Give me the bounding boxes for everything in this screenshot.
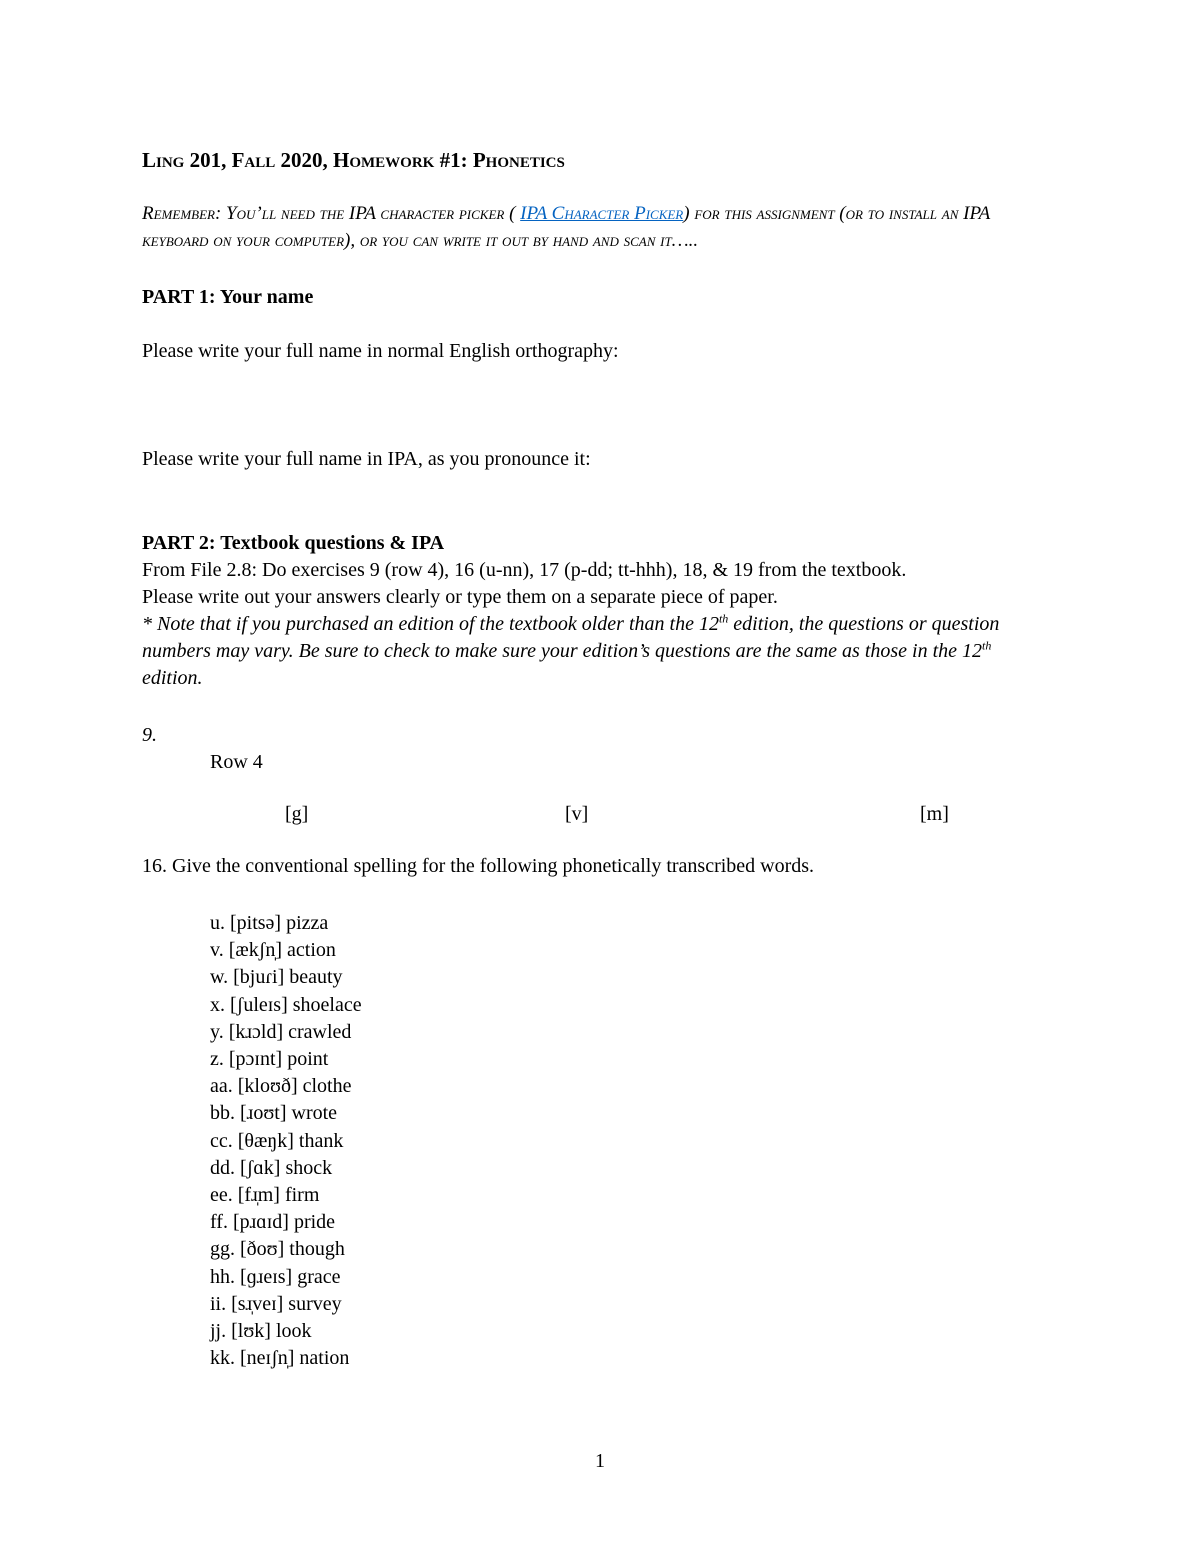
word-item-v: v. [ækʃn̩] action — [210, 939, 336, 962]
word-item-aa: aa. [kloʊð] clothe — [210, 1075, 352, 1098]
part1-heading: PART 1: Your name — [142, 286, 314, 308]
remember-text-pre: Remember: You’ll need the IPA character picker ( — [142, 203, 521, 224]
word-item-kk: kk. [neɪʃn̩] nation — [210, 1347, 350, 1370]
word-item-hh: hh. [ɡɹeɪs] grace — [210, 1265, 341, 1288]
remember-note — [142, 200, 1048, 254]
word-item-ee: ee. [fɹ̩m] firm — [210, 1184, 320, 1207]
ipa-character-picker-link[interactable]: IPA Character Picker — [520, 203, 684, 224]
phoneme-g: [g] — [285, 803, 309, 825]
page-number: 1 — [595, 1450, 605, 1472]
word-item-u: u. [pitsə] pizza — [210, 912, 329, 934]
phoneme-m: [m] — [920, 803, 949, 825]
word-item-x: x. [ʃuleɪs] shoelace — [210, 993, 362, 1016]
question-16-prompt: 16. Give the conventional spelling for the following phonetically transcribed words. — [142, 855, 815, 877]
prompt-ipa: Please write your full name in IPA, as you pronounce it: — [142, 448, 591, 470]
edition-note — [142, 611, 1048, 692]
word-item-ii: ii. [sɹ̩veɪ] survey — [210, 1292, 342, 1315]
prompt-orthography: Please write your full name in normal English orthography: — [142, 340, 619, 362]
instructions-line1: From File 2.8: Do exercises 9 (row 4), 16 (u-nn), 17 (p-dd; tt-hhh), 18, & 19 from the textbook. — [142, 559, 907, 581]
part2-instructions — [142, 557, 1048, 611]
word-item-ff: ff. [pɹɑɪd] pride — [210, 1211, 336, 1234]
instructions-line2: Please write out your answers clearly or type them on a separate piece of paper. — [142, 586, 778, 608]
superscript-th: th — [718, 611, 729, 626]
question-9-number: 9. — [142, 724, 157, 746]
word-item-y: y. [kɹɔld] crawled — [210, 1020, 352, 1043]
word-item-z: z. [pɔɪnt] point — [210, 1048, 329, 1071]
note-text-2: edition, the questions or question numbers may vary. Be sure to check to make sure your edition’s questions are the same as those in the 12 — [142, 613, 1000, 662]
part2-heading: PART 2: Textbook questions & IPA — [142, 532, 445, 554]
word-item-dd: dd. [ʃɑk] shock — [210, 1156, 333, 1179]
word-item-gg: gg. [ðoʊ] though — [210, 1238, 345, 1261]
phoneme-v: [v] — [565, 803, 589, 825]
remember-text-post: ) for this assignment (or to install an IPA keyboard on your computer), or you can write it out by hand and scan it….. — [142, 203, 990, 251]
transcription-word-list — [142, 910, 1048, 1372]
word-item-bb: bb. [ɹoʊt] wrote — [210, 1102, 338, 1125]
superscript-th: th — [982, 638, 992, 653]
note-text-3: edition. — [142, 667, 203, 689]
phoneme-row — [142, 801, 1048, 828]
word-item-w: w. [bjuɾi] beauty — [210, 966, 343, 989]
row-4-label: Row 4 — [210, 751, 263, 773]
note-text-1: * Note that if you purchased an edition of the textbook older than the 12 — [142, 613, 719, 635]
document-title: Ling 201, Fall 2020, Homework #1: Phonetics — [142, 148, 565, 172]
word-item-cc: cc. [θæŋk] thank — [210, 1129, 344, 1152]
word-item-jj: jj. [lʊk] look — [210, 1320, 312, 1343]
